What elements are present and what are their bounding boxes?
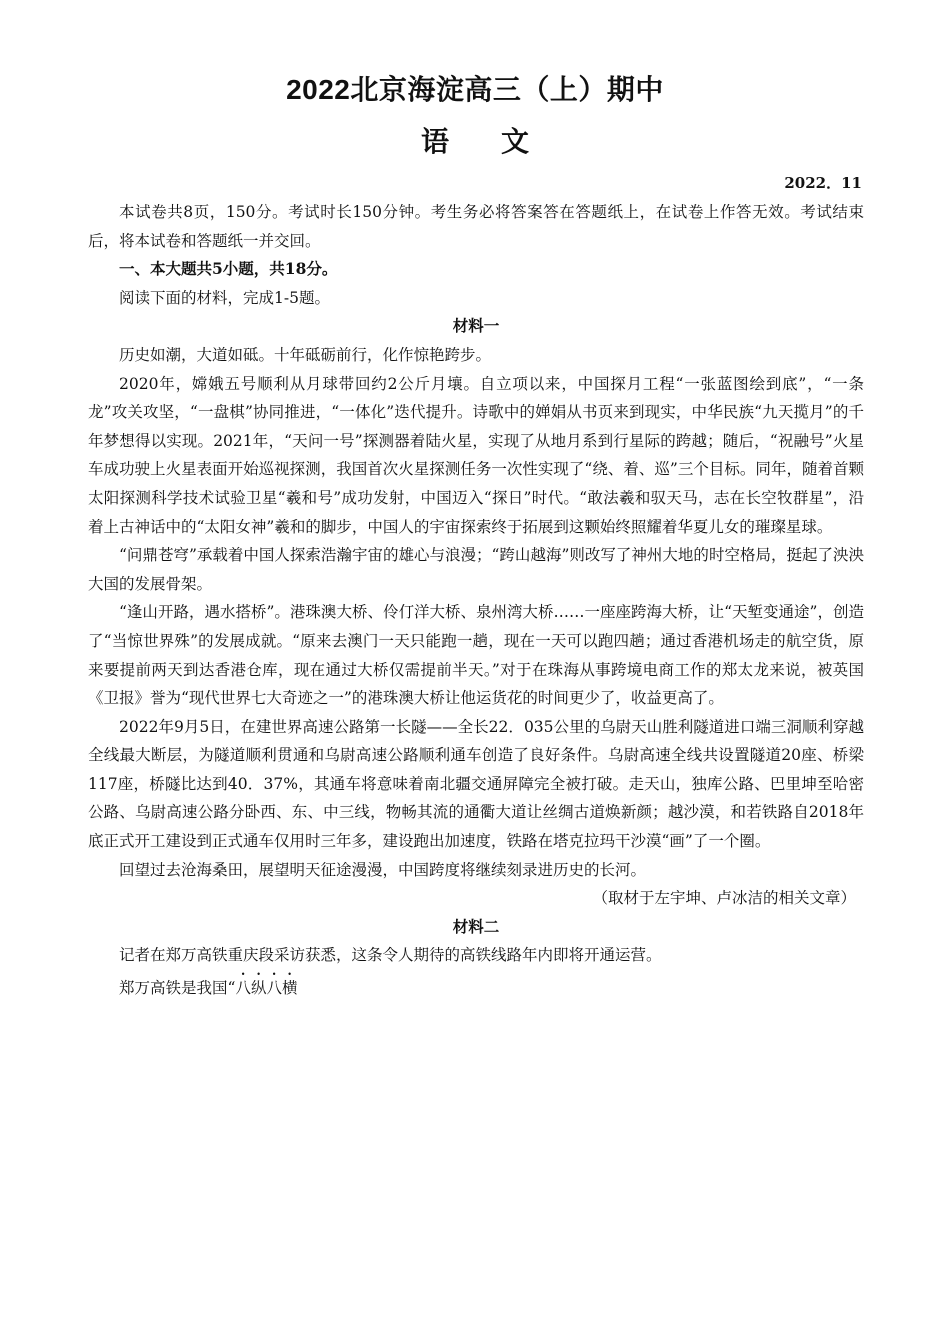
material1-paragraph: 2022年9月5日，在建世界高速公路第一长隧——全长22．035公里的乌尉天山胜利隧道进口端三洞顺利穿越全线最大断层，为隧道顺利贯通和乌尉高速公路顺利通车创造了良好条件。乌尉高速全线共设置隧道20座、桥梁117座，桥隧比达到40．37%，其通车将意味着南北疆交通屏障完全被打破。走天山，独库公路、巴里坤至哈密公路、乌尉高速公路分卧西、东、中三线，物畅其流的通衢大道让丝绸古道焕新颜；越沙漠，和若铁路自2018年底正式开工建设到正式通车仅用时三年多，建设跑出加速度，铁路在塔克拉玛干沙漠“画”了一个圈。 bbox=[88, 717, 864, 851]
material1-heading: 材料一 bbox=[452, 316, 500, 336]
material2-paragraph: 记者在郑万高铁重庆段采访获悉，这条令人期待的高铁线路年内即将开通运营。 bbox=[119, 946, 662, 965]
material2-heading: 材料二 bbox=[452, 916, 500, 936]
exam-date: 2022．11 bbox=[784, 174, 862, 192]
material1-source: （取材于左宇坤、卢冰洁的相关文章） bbox=[592, 889, 856, 908]
material1-paragraph: “逢山开路，遇水搭桥”。港珠澳大桥、伶仃洋大桥、泉州湾大桥……一座座跨海大桥，让“天堑变通途”，创造了“当惊世界殊”的发展成就。“原来去澳门一天只能跑一趟，现在一天可以跑四趟；通过香港机场走的航空货，原来要提前两天到达香港仓库，现在通过大桥仅需提前半天。”对于在珠海从事跨境电商工作的郑太龙来说，被英国《卫报》誉为“现代世界七大奇迹之一”的港珠澳大桥让他运货花的时间更少了，收益更高了。 bbox=[88, 603, 864, 708]
subject-title: 语文 bbox=[420, 125, 581, 158]
material2-lead-text: 郑万高铁是我国“ bbox=[119, 979, 236, 998]
exam-title: 2022北京海淀高三（上）期中 bbox=[286, 74, 664, 105]
material1-paragraph: “问鼎苍穹”承载着中国人探索浩瀚宇宙的雄心与浪漫；“跨山越海”则改写了神州大地的时空格局，挺起了泱泱大国的发展骨架。 bbox=[88, 546, 864, 593]
material1-paragraph: 历史如潮，大道如砥。十年砥砺前行，化作惊艳跨步。 bbox=[119, 345, 492, 364]
material1-paragraph: 2020年，嫦娥五号顺利从月球带回约2公斤月壤。自立项以来，中国探月工程“一张蓝图绘到底”，“一条龙”攻关攻坚，“一盘棋”协同推进，“一体化”迭代提升。诗歌中的婵娟从书页来到现实，中华民族“九天揽月”的千年梦想得以实现。2021年，“天问一号”探测器着陆火星，实现了从地月系到行星际的跨越；随后，“祝融号”火星车成功驶上火星表面开始巡视探测，我国首次火星探测任务一次性实现了“绕、着、巡”三个目标。同年，随着首颗太阳探测科学技术试验卫星“羲和号”成功发射，中国迈入“探日”时代。“敢法羲和驭天马，志在长空牧群星”，沿着上古神话中的“太阳女神”羲和的脚步，中国人的宇宙探索终于拓展到这颗始终照耀着华夏儿女的璀璨星球。 bbox=[88, 374, 864, 536]
section-title: 一、本大题共5小题，共18分。 bbox=[119, 259, 338, 279]
exam-content bbox=[88, 198, 864, 1003]
emphasized-term: 八纵八横 bbox=[235, 979, 298, 998]
material2-paragraph-truncated bbox=[88, 970, 864, 1003]
instructions-paragraph: 本试卷共8页，150分。考试时长150分钟。考生务必将答案答在答题纸上，在试卷上作答无效。考试结束后，将本试卷和答题纸一并交回。 bbox=[88, 203, 864, 250]
material1-paragraph: 回望过去沧海桑田，展望明天征途漫漫，中国跨度将继续刻录进历史的长河。 bbox=[119, 860, 647, 879]
task-paragraph: 阅读下面的材料，完成1-5题。 bbox=[119, 288, 330, 307]
